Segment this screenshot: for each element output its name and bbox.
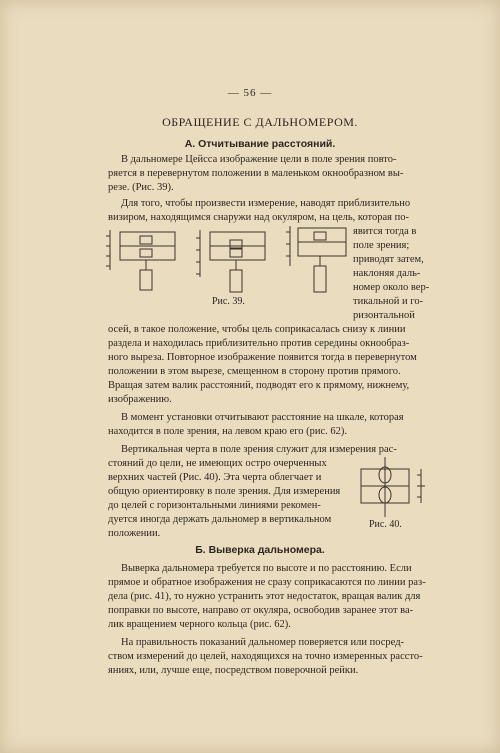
text-line: находится в поле зрения, на левом краю его (рис. 62).	[108, 426, 348, 437]
text-line: дела (рис. 41), то нужно устранить этот недостаток, вращая валик для	[108, 591, 421, 602]
text-line: положении в этом вырезе, смещенном в сторону против прямого.	[108, 366, 401, 377]
text-line: ного выреза. Повторное изображение появится тогда в перевернутом	[108, 352, 417, 363]
text-line: ством измерений до целей, находящихся на точно измеренных рассто-	[108, 651, 423, 662]
text-line: поле зрения;	[353, 240, 410, 251]
subsection-b-title: Б. Выверка дальномера.	[195, 544, 325, 556]
text-line: дуется иногда держать дальномер в вертикальном	[108, 514, 332, 525]
text-line: Для того, чтобы произвести измерение, наводят приблизительно	[121, 198, 411, 209]
fig39-view-2	[196, 230, 265, 292]
text-line: приводят затем,	[353, 254, 424, 265]
page-number: — 56 —	[227, 87, 273, 99]
figure-39-rangefinder-views	[100, 222, 350, 302]
text-line: общую ориентировку в поле зрения. Для измерения	[108, 486, 341, 497]
subsection-a-title: А. Отчитывание расстояний.	[184, 138, 336, 150]
text-line: Выверка дальномера требуется по высоте и по расстоянию. Если	[121, 563, 412, 574]
figure-40-caption: Рис. 40.	[369, 519, 402, 530]
text-line: стояний до цели, не имеющих остро очерченных	[108, 458, 327, 469]
figure-40-vertical-line-view	[355, 455, 435, 527]
text-line: резе. (Рис. 39).	[108, 182, 174, 193]
text-line: тикальной и го-	[353, 296, 424, 307]
text-line: номер около вер-	[353, 282, 430, 293]
text-line: На правильность показаний дальномер поверяется или посред-	[121, 637, 405, 648]
text-line: осей, в такое положение, чтобы цель соприкасалась снизу к линии	[108, 324, 406, 335]
text-line: яниях, или, лучше еще, посредством поверочной рейки.	[108, 665, 359, 676]
figure-39-caption: Рис. 39.	[212, 296, 245, 307]
text-line: ризонтальной	[353, 310, 415, 321]
text-line: прямое и обратное изображения не сразу соприкасаются по линии раз-	[108, 577, 426, 588]
text-line: В момент установки отчитывают расстояние на шкале, которая	[121, 412, 404, 423]
text-line: верхних частей (Рис. 40). Эта черта облегчает и	[108, 472, 322, 483]
text-line: до целей с горизонтальными линиями рекомен-	[108, 500, 321, 511]
text-line: В дальномере Цейсса изображение цели в поле зрения повто-	[121, 154, 397, 165]
fig39-view-1	[106, 230, 175, 290]
text-line: положении.	[108, 528, 161, 539]
text-line: ряется в перевернутом положении в маленьком окнообразном вы-	[108, 168, 404, 179]
text-line: наклоняя даль-	[353, 268, 421, 279]
text-line: раздела и находилась приблизительно против середины окнообраз-	[108, 338, 410, 349]
text-line: поправки по высоте, направо от окуляра, освободив заранее этот ва-	[108, 605, 414, 616]
text-line: Вертикальная черта в поле зрения служит для измерения рас-	[121, 444, 397, 455]
text-line: Вращая затем валик расстояний, подводят его к прямому, нижнему,	[108, 380, 410, 391]
fig39-view-3	[286, 226, 346, 292]
text-line: лик вращением черного кольца (рис. 62).	[108, 619, 291, 630]
text-line: изображению.	[108, 394, 172, 405]
text-line: визиром, находящимся снаружи над окуляром, на цель, которая по-	[108, 212, 409, 223]
text-line: явится тогда в	[353, 226, 417, 237]
section-title: ОБРАЩЕНИЕ С ДАЛЬНОМЕРОМ.	[162, 115, 358, 129]
